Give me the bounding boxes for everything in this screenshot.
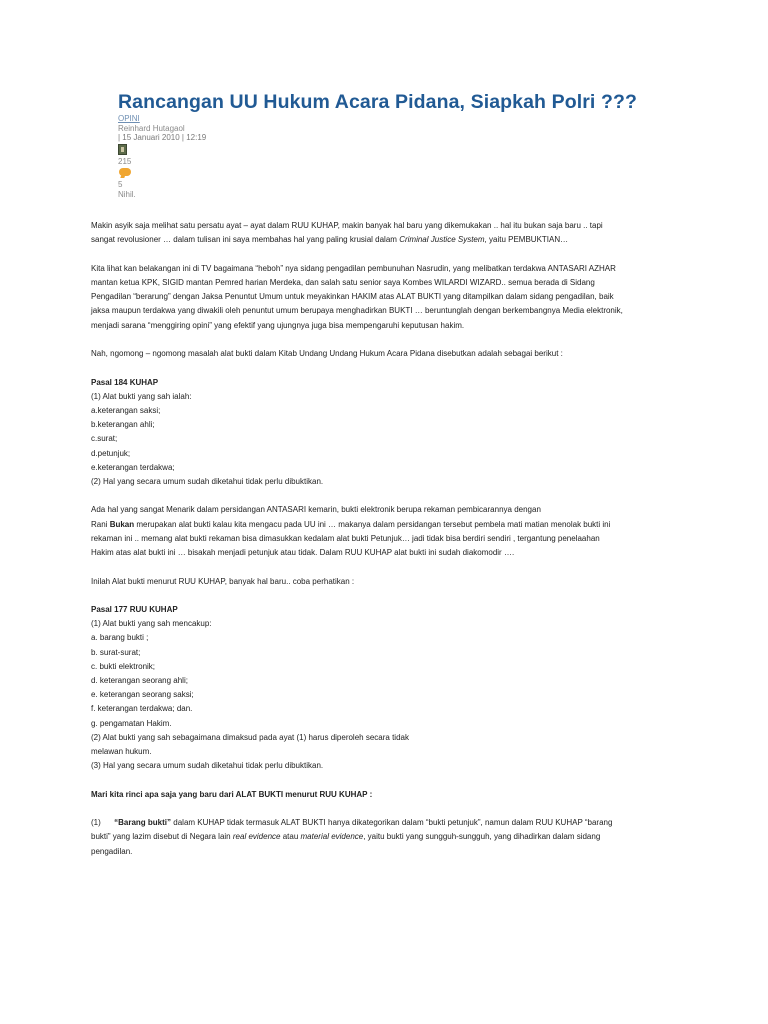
comments-count[interactable]: 5 [118, 180, 123, 190]
text-line: , yaitu bukti yang sungguh-sungguh, yang dihadirkan dalam sidang [363, 832, 601, 842]
comment-bubble-icon[interactable] [118, 167, 132, 179]
list-item: e. keterangan seorang saksi; [91, 690, 194, 700]
text-line: Kita lihat kan belakangan ini di TV bagaimana “heboh” nya sidang pengadilan pembunuhan Nasrudin, yang melibatkan terdakwa ANTASARI AZHAR [91, 263, 616, 273]
list-item: d. keterangan seorang ahli; [91, 676, 188, 686]
list-item: d.petunjuk; [91, 448, 131, 458]
list-item: b.keterangan ahli; [91, 420, 155, 430]
text-line: menjadi sarana “menggiring opini” yang efektif yang ujungnya juga bisa mempengaruhi keputusan hakim. [91, 320, 465, 330]
list-item: f. keterangan terdakwa; dan. [91, 704, 193, 714]
item-number: (1) [91, 818, 101, 828]
text-line: mantan ketua KPK, SIGID mantan Pemred harian Merdeka, dan salah satu senior saya Kombes WILARDI WIZARD.. semua berada di Sidang [91, 277, 595, 287]
text-line: jaksa maupun terdakwa yang diwakili oleh penuntut umum berupaya menghadirkan BUKTI … beruntunglah dengan berkembangnya Media elektronik, [91, 306, 623, 316]
author-name[interactable]: Reinhard Hutagaol [118, 123, 185, 133]
rating-value: Nihil. [118, 189, 136, 199]
bold-text: “Barang bukti” [114, 818, 172, 828]
list-item: a.keterangan saksi; [91, 405, 161, 415]
list-item: (1) Alat bukti yang sah ialah: [91, 391, 192, 401]
article-meta [118, 114, 718, 200]
paragraph-barang-bukti [91, 816, 691, 859]
paragraph-antasari [91, 503, 691, 560]
list-item: (3) Hal yang secara umum sudah diketahui tidak perlu dibuktikan. [91, 761, 324, 771]
pasal-184-list [91, 390, 691, 489]
category-link[interactable]: OPINI [118, 114, 140, 123]
emphasis-text: real evidence [232, 832, 281, 842]
pasal-177-list [91, 617, 691, 773]
list-item: a. barang bukti ; [91, 633, 149, 643]
book-icon [118, 144, 127, 155]
text-line: Pengadilan “berarung” dengan Jaksa Penuntut Umum untuk meyakinkan HAKIM atas ALAT BUKTI yang ditampilkan dalam sidang pengadilan, baik [91, 292, 614, 302]
publish-date: | 15 Januari 2010 | 12:19 [118, 133, 207, 143]
views-count: 215 [118, 156, 132, 166]
article-title: Rancangan UU Hukum Acara Pidana, Siapkah Polri ??? [118, 91, 637, 113]
emphasis-text: Criminal Justice System [399, 235, 485, 245]
list-item: g. pengamatan Hakim. [91, 718, 172, 728]
text-line: Ada hal yang sangat Menarik dalam persidangan ANTASARI kemarin, bukti elektronik berupa rekaman pembicarannya dengan [91, 505, 541, 515]
article-header [118, 90, 718, 200]
paragraph-intro [91, 219, 691, 247]
text-line: Rani [91, 519, 108, 529]
text-line: Hakim atas alat bukti ini … bisakah menjadi petunjuk atau tidak. Dalam RUU KUHAP alat bukti ini sudah diakomodir …. [91, 548, 515, 558]
list-item: c.surat; [91, 434, 118, 444]
paragraph-kuhap-intro: Nah, ngomong – ngomong masalah alat bukti dalam Kitab Undang Undang Hukum Acara Pidana disebutkan adalah sebagai berikut : [91, 349, 563, 359]
list-item: (2) Alat bukti yang sah sebagaimana dimaksud pada ayat (1) harus diperoleh secara tidak [91, 732, 409, 742]
text-line: merupakan alat bukti kalau kita mengacu pada UU ini … makanya dalam persidangan tersebut pembela mati matian menolak bukti ini [136, 519, 611, 529]
text-line: atau [282, 832, 299, 842]
paragraph-ruu-intro: Inilah Alat bukti menurut RUU KUHAP, banyak hal baru.. coba perhatikan : [91, 576, 355, 586]
text-line: pengadilan. [91, 846, 133, 856]
text-line: , yaitu PEMBUKTIAN… [484, 235, 569, 245]
list-item: melawan hukum. [91, 747, 152, 757]
list-item: (2) Hal yang secara umum sudah diketahui tidak perlu dibuktikan. [91, 476, 324, 486]
pasal-177-heading: Pasal 177 RUU KUHAP [91, 605, 178, 615]
bold-text: Bukan [109, 519, 135, 529]
text-line: sangat revolusioner … dalam tulisan ini saya membahas hal yang paling krusial dalam [91, 235, 397, 245]
list-item: c. bukti elektronik; [91, 661, 156, 671]
text-line: dalam KUHAP tidak termasuk ALAT BUKTI hanya dikategorikan dalam “bukti petunjuk”, namun dalam RUU KUHAP “barang [173, 818, 613, 828]
list-item: (1) Alat bukti yang sah mencakup: [91, 619, 212, 629]
text-line: Makin asyik saja melihat satu persatu ayat – ayat dalam RUU KUHAP, makin banyak hal baru yang dikemukakan .. hal itu bukan saja baru .. tapi [91, 221, 603, 230]
text-line: bukti” yang lazim disebut di Negara lain [91, 832, 231, 842]
pasal-184-heading: Pasal 184 KUHAP [91, 377, 159, 387]
emphasis-text: material evidence [300, 832, 364, 842]
section-heading-new-evidence: Mari kita rinci apa saja yang baru dari ALAT BUKTI menurut RUU KUHAP : [91, 789, 373, 799]
paragraph-context [91, 262, 691, 333]
list-item: e.keterangan terdakwa; [91, 462, 175, 472]
text-line: rekaman ini .. memang alat bukti rekaman bisa dimasukkan kedalam alat bukti Petunjuk… jadi tidak bisa berdiri sendiri , tergantung penelaahan [91, 533, 600, 543]
list-item: b. surat-surat; [91, 647, 141, 657]
article-body [91, 219, 691, 859]
